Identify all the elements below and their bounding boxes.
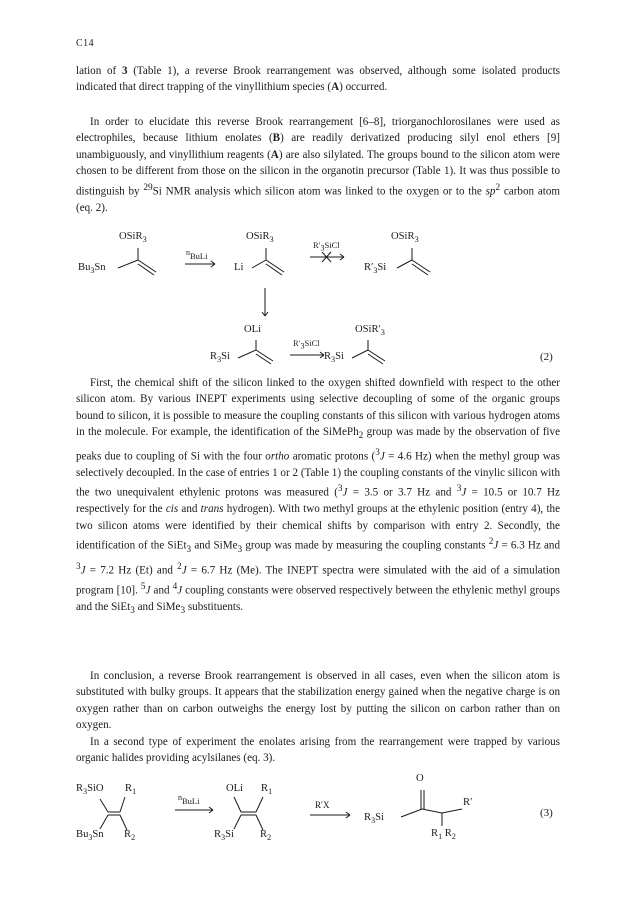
- mol3-rprime: R′: [463, 797, 473, 808]
- superscript: 29: [143, 182, 153, 193]
- paragraph-3: First, the chemical shift of the silicon linked to the oxygen shifted downfield with respect to the other silicon atom. By various INEPT experiments using selective decoupling of some of the organic groups bound to silicon, it is possible to measure the coupling constants of this silicon with various hydrogen atoms in the molecule. For example, the identification of the SiMePh$_2$ group was made by the observation of five peaks due to coupling of Si with the four ortho aromatic protons ($^3$J = 4.6 Hz) when the methyl group was selectively decoupled. In the case of entries 1 or 2 (Table 1) the coupling constants of the vinylic silicon with the two unequivalent ethylenic protons was measured ($^3$J = 3.5 or 3.7 Hz and $^3$J = 10.5 or 10.7 Hz respectively for the cis and trans hydrogen). With two methyl groups at the ethylenic position (entry 4), the two silicon atoms were identified by their chemical shifts by comparison with entry 2. Secondly, the identification of the SiEt$_3$ and SiMe$_3$ group was made by measuring the coupling constants $^2$J = 6.3 Hz and $^3$J = 7.2 Hz (Et) and $^2$J = 6.7 Hz (Me). The INEPT spectra were simulated with the aid of a simulation program [10]. $^5$J and $^4$J coupling constants were observed respectively between the ethylenic methyl groups and the SiEt$_3$ and SiMe$_3$ substituents.: [76, 377, 561, 616]
- mol2-li: Li: [234, 262, 244, 273]
- mol3-osir3: OSiR$_3$: [391, 231, 419, 245]
- mol3-r3si: $R_3Si$: [364, 812, 384, 826]
- superscript: 2: [495, 182, 501, 193]
- paragraph-5: In a second type of experiment the enolates arising from the rearrangement were trapped by various organic halides providing acylsilanes (eq. 3).: [76, 736, 560, 765]
- mol2-r1: $R_1$: [261, 783, 273, 797]
- text: ) occurred.: [339, 81, 388, 94]
- mol1-r1: $R_1$: [125, 783, 137, 797]
- mol5-osir3prime: $OSiR'_3$: [355, 324, 385, 338]
- equation-3-number: (3): [540, 807, 553, 819]
- eq3-arrow2-label: R′X: [315, 800, 330, 810]
- mol2-osir3: OSiR$_3$: [246, 231, 274, 245]
- mol1-osir3: OSiR$_3$: [119, 231, 147, 245]
- mol3-oxygen: O: [416, 773, 424, 784]
- arrow2-label: $R'_3SiCl$: [313, 240, 340, 253]
- mol2-r2: $R_2$: [260, 829, 272, 843]
- paragraph-4: In conclusion, a reverse Brook rearrangement is observed in all cases, even when the silicon atom is substituted with bulky groups. It appears that the stabilization energy gained when the negative charge is on oxygen rather than on carbon outweighs the energy lost by putting the silicon on carbon rather than on oxygen.: [76, 670, 560, 732]
- mol5-r3si: $R_3Si$: [324, 351, 344, 365]
- mol3-r1r2: $R_1$ $R_2$: [431, 828, 456, 842]
- mol4-oli: OLi: [244, 324, 262, 335]
- italic-text: sp: [485, 185, 496, 198]
- eq3-arrow1-label: $^n$BuLi: [178, 793, 200, 806]
- arrow1-label: $^n$BuLi: [186, 248, 208, 261]
- mol3-r3si: $R'_3Si$: [364, 262, 387, 276]
- mol4-r3si: $R_3Si$: [210, 351, 230, 365]
- text: In order to elucidate this reverse Brook rearrangement [6–8], triorganochlorosilanes were used as electrophiles, because lithium enolates (: [76, 116, 560, 145]
- mol1-r3sio: $R_3SiO$: [76, 783, 104, 797]
- equation-2-number: (2): [540, 351, 553, 363]
- text: (Table 1), a reverse Brook rearrangement was observed, although some isolated products indicated that direct trapping of the vinyllithium species (: [76, 65, 560, 94]
- text: lation of: [76, 65, 122, 77]
- text: carbon atom (eq. 2).: [76, 185, 560, 214]
- text: ) are readily derivatized producing silyl enol ethers [9] unambiguously, and vinyllithium reagents (: [76, 132, 560, 161]
- mol1-r2: $R_2$: [124, 829, 136, 843]
- mol1-bu3sn: $Bu_3Sn$: [76, 829, 104, 843]
- text: Si NMR analysis which silicon atom was linked to the oxygen or to the: [152, 185, 486, 198]
- compound-ref: B: [272, 132, 281, 145]
- mol2-oli: OLi: [226, 783, 244, 794]
- arrow3-label: $R'_3SiCl$: [293, 338, 320, 351]
- compound-ref: 3: [121, 65, 128, 77]
- page-number: C14: [76, 38, 95, 49]
- mol1-bu3sn: $Bu_3Sn$: [78, 262, 106, 276]
- mol2-r3si: $R_3Si$: [214, 829, 234, 843]
- compound-ref: A: [331, 81, 340, 94]
- text: ) are also silylated. The groups bound to the silicon atom were chosen to be different from those on the silicon in the organotin precursor (Table 1). It was thus possible to distinguish by: [76, 148, 560, 198]
- compound-ref: A: [270, 148, 279, 161]
